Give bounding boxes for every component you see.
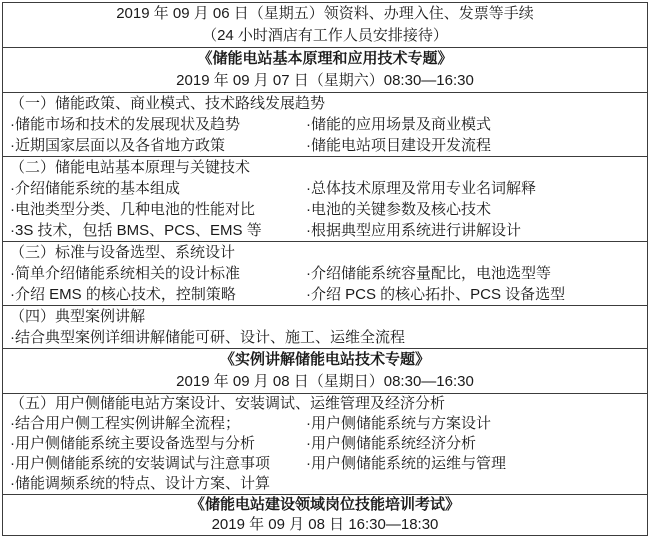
bullet-item: ·介绍储能系统容量配比，电池选型等 bbox=[306, 265, 551, 282]
section-3-bullet-row bbox=[10, 263, 643, 284]
table-row-section-3 bbox=[3, 242, 647, 306]
section-2-bullet-row bbox=[10, 178, 643, 199]
section-5-bullet-row bbox=[10, 434, 643, 454]
bullet-item: ·3S 技术，包括 BMS、PCS、EMS 等 bbox=[10, 222, 262, 239]
exam-title: 《储能电站建设领域岗位技能培训考试》 bbox=[189, 496, 460, 513]
bullet-item: ·储能市场和技术的发展现状及趋势 bbox=[10, 116, 240, 133]
section-2-bullet-row bbox=[10, 199, 643, 220]
table-row-section-5 bbox=[3, 394, 647, 495]
table-row-topic2-header bbox=[3, 349, 647, 394]
topic1-datetime: 2019 年 09 月 07 日（星期六）08:30—16:30 bbox=[176, 72, 474, 89]
table-row-section-2 bbox=[3, 157, 647, 242]
bullet-item: ·介绍 PCS 的核心拓扑、PCS 设备选型 bbox=[306, 286, 566, 303]
section-1-bullet-row bbox=[10, 114, 643, 135]
bullet-item: ·用户侧储能系统经济分析 bbox=[306, 435, 476, 452]
bullet-item: ·介绍储能系统的基本组成 bbox=[10, 180, 180, 197]
bullet-item: ·介绍 EMS 的核心技术，控制策略 bbox=[10, 286, 236, 303]
bullet-item: ·用户侧储能系统与方案设计 bbox=[306, 415, 491, 432]
bullet-item: ·结合典型案例详细讲解储能可研、设计、施工、运维全流程 bbox=[10, 329, 405, 346]
topic2-datetime: 2019 年 09 月 08 日（星期日）08:30—16:30 bbox=[176, 373, 474, 390]
table-row-topic1-header bbox=[3, 48, 647, 93]
bullet-item: ·用户侧储能系统的安装调试与注意事项 bbox=[10, 455, 270, 472]
bullet-item: ·电池类型分类、几种电池的性能对比 bbox=[10, 201, 255, 218]
bullet-item: ·用户侧储能系统主要设备选型与分析 bbox=[10, 435, 255, 452]
section-3-heading: （三）标准与设备选型、系统设计 bbox=[10, 244, 236, 261]
topic2-title: 《实例讲解储能电站技术专题》 bbox=[219, 351, 430, 368]
section-1-bullet-row bbox=[10, 135, 643, 156]
table-row-arrival bbox=[3, 3, 647, 48]
bullet-item: ·结合用户侧工程实例讲解全流程； bbox=[10, 415, 240, 432]
table-row-exam bbox=[3, 495, 647, 535]
section-2-bullet-row bbox=[10, 220, 643, 241]
bullet-item: ·储能电站项目建设开发流程 bbox=[306, 137, 491, 154]
section-5-bullet-row bbox=[10, 414, 643, 434]
section-5-heading: （五）用户侧储能电站方案设计、安装调试、运维管理及经济分析 bbox=[10, 395, 446, 412]
bullet-item: ·近期国家层面以及各省地方政策 bbox=[10, 137, 225, 154]
topic1-title: 《储能电站基本原理和应用技术专题》 bbox=[197, 50, 453, 67]
bullet-item: ·储能的应用场景及商业模式 bbox=[306, 116, 491, 133]
section-3-bullet-row bbox=[10, 284, 643, 305]
bullet-item: ·用户侧储能系统的运维与管理 bbox=[306, 455, 506, 472]
exam-datetime: 2019 年 09 月 08 日 16:30—18:30 bbox=[211, 516, 439, 533]
arrival-line-1: 2019 年 09 月 06 日（星期五）领资料、办理入住、发票等手续 bbox=[116, 5, 534, 22]
section-4-heading: （四）典型案例讲解 bbox=[10, 308, 146, 325]
bullet-item: ·根据典型应用系统进行讲解设计 bbox=[306, 222, 521, 239]
table-row-section-1 bbox=[3, 93, 647, 157]
section-5-bullet-row bbox=[10, 454, 643, 474]
training-schedule-table bbox=[2, 2, 648, 536]
bullet-item: ·总体技术原理及常用专业名词解释 bbox=[306, 180, 536, 197]
arrival-line-2: （24 小时酒店有工作人员安排接待） bbox=[202, 27, 448, 44]
section-2-heading: （二）储能电站基本原理与关键技术 bbox=[10, 159, 251, 176]
table-row-section-4 bbox=[3, 306, 647, 349]
bullet-item: ·电池的关键参数及核心技术 bbox=[306, 201, 491, 218]
bullet-item: ·简单介绍储能系统相关的设计标准 bbox=[10, 265, 240, 282]
bullet-item: ·储能调频系统的特点、设计方案、计算 bbox=[10, 475, 270, 492]
section-1-heading: （一）储能政策、商业模式、技术路线发展趋势 bbox=[10, 95, 326, 112]
